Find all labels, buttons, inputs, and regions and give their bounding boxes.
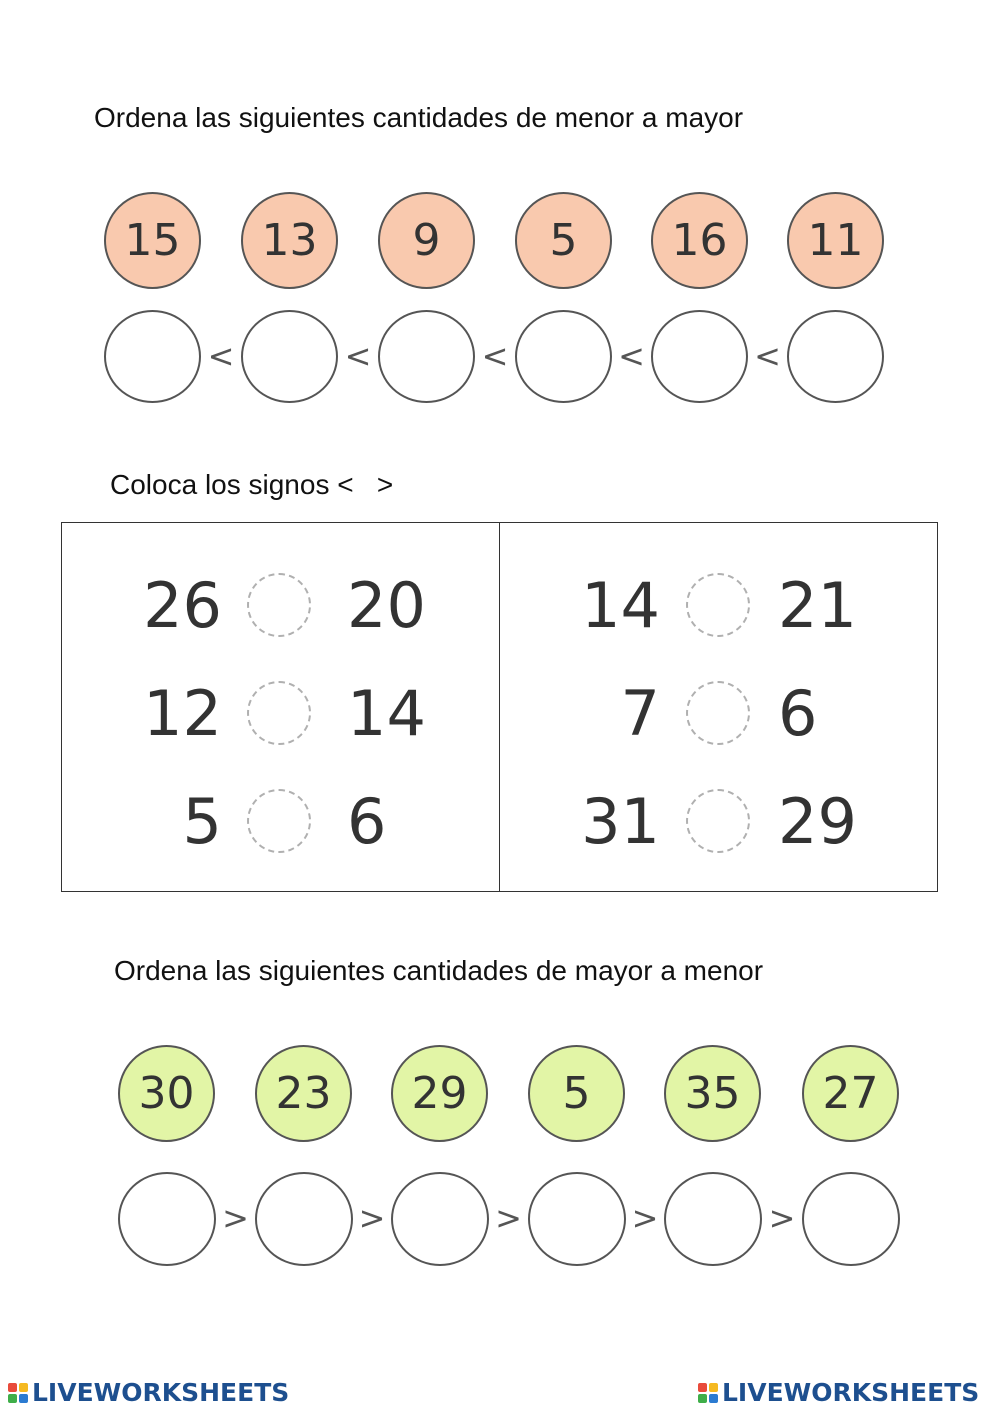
descending-number-circle[interactable]: 29 [391,1045,488,1142]
ascending-number-circle[interactable]: 9 [378,192,475,289]
compare-left-number: 14 [581,569,660,642]
compare-left-number: 26 [143,569,222,642]
instruction-order-ascending: Ordena las siguientes cantidades de menor a mayor [94,102,744,133]
ascending-answer-circle[interactable] [104,310,201,403]
descending-sign: > [495,1199,522,1237]
ascending-sign: < [481,336,509,375]
footer-brand-left [8,1378,289,1407]
brand-text: LIVEWORKSHEETS [722,1378,980,1407]
ascending-answer-circle[interactable] [651,310,748,403]
compare-right-number: 6 [778,677,818,750]
descending-answer-circle[interactable] [528,1172,626,1266]
ascending-number-circle[interactable]: 15 [104,192,201,289]
sign-input-circle[interactable] [686,681,750,745]
compare-right-number: 21 [778,569,857,642]
comparison-box-left [61,522,500,892]
compare-left-number: 5 [182,785,222,858]
ascending-sign: < [754,336,781,375]
ascending-number-circle[interactable]: 13 [241,192,338,289]
compare-right-number: 14 [347,677,426,750]
descending-number-circle[interactable]: 27 [802,1045,899,1142]
descending-sign: > [631,1199,659,1237]
comparison-box-right [499,522,938,892]
descending-number-circle[interactable]: 30 [118,1045,215,1142]
descending-sign: > [222,1199,249,1237]
descending-answer-circle[interactable] [118,1172,216,1266]
descending-answer-circle[interactable] [802,1172,900,1266]
ascending-answer-circle[interactable] [241,310,338,403]
ascending-answer-circle[interactable] [378,310,475,403]
descending-number-circle[interactable]: 5 [528,1045,625,1142]
instruction-place-signs: Coloca los signos < > [110,469,394,500]
ascending-number-circle[interactable]: 5 [515,192,612,289]
sign-input-circle[interactable] [247,789,311,853]
ascending-answer-circle[interactable] [515,310,612,403]
sign-input-circle[interactable] [247,573,311,637]
descending-answer-circle[interactable] [391,1172,489,1266]
compare-right-number: 6 [347,785,387,858]
ascending-sign: < [344,336,372,375]
brand-text: LIVEWORKSHEETS [32,1378,290,1407]
ascending-number-circle[interactable]: 16 [651,192,748,289]
ascending-sign: < [207,336,235,375]
ascending-answer-circle[interactable] [787,310,884,403]
ascending-number-circle[interactable]: 11 [787,192,884,289]
descending-number-circle[interactable]: 35 [664,1045,761,1142]
compare-right-number: 20 [347,569,426,642]
descending-number-circle[interactable]: 23 [255,1045,352,1142]
sign-input-circle[interactable] [247,681,311,745]
instruction-order-descending: Ordena las siguientes cantidades de mayor a menor [114,955,764,986]
descending-answer-circle[interactable] [255,1172,353,1266]
ascending-sign: < [618,336,645,375]
compare-right-number: 29 [778,785,857,858]
liveworksheets-logo-icon [8,1383,28,1403]
sign-input-circle[interactable] [686,789,750,853]
compare-left-number: 31 [581,785,660,858]
descending-answer-circle[interactable] [664,1172,762,1266]
sign-input-circle[interactable] [686,573,750,637]
compare-left-number: 12 [143,677,222,750]
descending-sign: > [358,1199,386,1237]
liveworksheets-logo-icon [698,1383,718,1403]
footer-brand-right [698,1378,979,1407]
descending-sign: > [768,1199,796,1237]
compare-left-number: 7 [620,677,660,750]
